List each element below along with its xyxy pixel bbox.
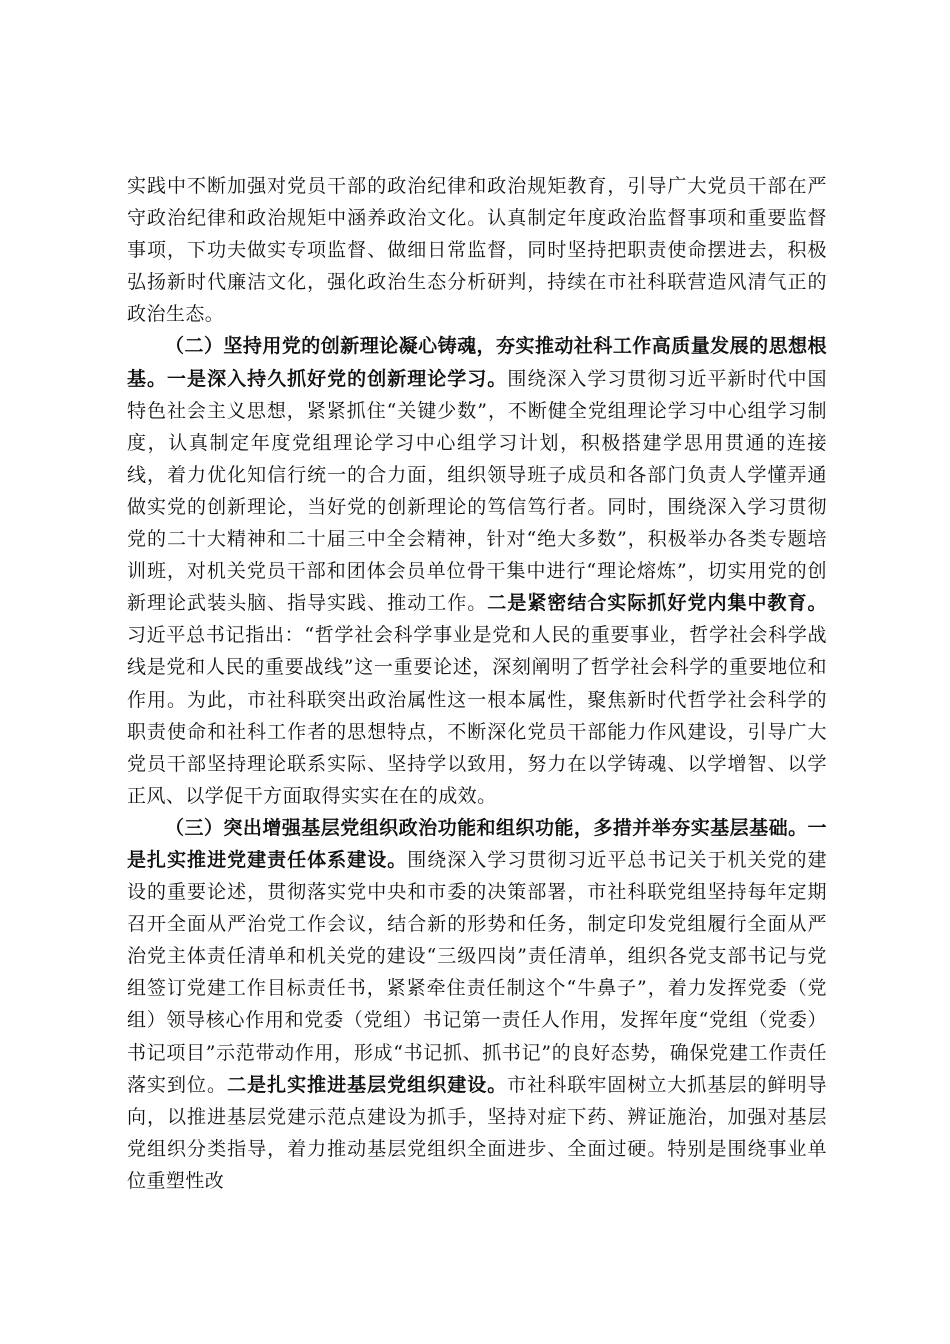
paragraph-3-text-2: 市社科联牢固树立大抓基层的鲜明导向，以推进基层党建示范点建设为抓手，坚持对症下药、辨证施治，加强对基层党组织分类指导，着力推动基层党组织全面进步、全面过硬。特别是围绕事业单位重塑性改 [127, 1073, 827, 1192]
document-body [127, 170, 827, 1197]
section-3-heading: （三）突出增强基层党组织政治功能和组织功能，多措并举夯实基层基础。一是扎实推进党建责任体系建设。 [127, 816, 827, 871]
paragraph-3-text-1: 围绕深入学习贯彻习近平总书记关于机关党的建设的重要论述，贯彻落实党中央和市委的决策部署，市社科联党组坚持每年定期召开全面从严治党工作会议，结合新的形势和任务，制定印发党组履行全面从严治党主体责任清单和机关党的建设“三级四岗”责任清单，组织各党支部书记与党组签订党建工作目标责任书，紧紧牵住责任制这个“牛鼻子”，着力发挥党委（党组）领导核心作用和党委（党组）书记第一责任人作用，发挥年度“党组（党委）书记项目”示范带动作用，形成“书记抓、抓书记”的良好态势，确保党建工作责任落实到位。 [127, 848, 828, 1096]
paragraph-1-text: 实践中不断加强对党员干部的政治纪律和政治规矩教育，引导广大党员干部在严守政治纪律和政治规矩中涵养政治文化。认真制定年度政治监督事项和重要监督事项，下功夫做实专项监督、做细日常监督，同时坚持把职责使命摆进去，积极弘扬新时代廉洁文化，强化政治生态分析研判，持续在市社科联营造风清气正的政治生态。 [127, 175, 827, 326]
section-2-heading: （二）坚持用党的创新理论凝心铸魂，夯实推动社科工作高质量发展的思想根基。一是深入持久抓好党的创新理论学习。 [127, 335, 827, 390]
paragraph-3 [127, 812, 827, 1197]
paragraph-1 [127, 170, 827, 330]
paragraph-2-text-1: 围绕深入学习贯彻习近平新时代中国特色社会主义思想，紧紧抓住“关键少数”，不断健全党组理论学习中心组学习制度，认真制定年度党组理论学习中心组学习计划，积极搭建学思用贯通的连接线，着力优化知信行统一的合力面，组织领导班子成员和各部门负责人学懂弄通做实党的创新理论，当好党的创新理论的笃信笃行者。同时，围绕深入学习贯彻党的二十大精神和二十届三中全会精神，针对“绝大多数”，积极举办各类专题培训班，对机关党员干部和团体会员单位骨干集中进行“理论熔炼”，切实用党的创新理论武装头脑、指导实践、推动工作。 [127, 367, 827, 615]
paragraph-2-text-2: 习近平总书记指出：“哲学社会科学事业是党和人民的重要事业，哲学社会科学战线是党和人民的重要战线”这一重要论述，深刻阐明了哲学社会科学的重要地位和作用。为此，市社科联突出政治属性这一根本属性，聚焦新时代哲学社会科学的职责使命和社科工作者的思想特点，不断深化党员干部能力作风建设，引导广大党员干部坚持理论联系实际、坚持学以致用，努力在以学铸魂、以学增智、以学正风、以学促干方面取得实实在在的成效。 [127, 624, 827, 807]
section-2-subheading-2: 二是紧密结合实际抓好党内集中教育。 [487, 592, 827, 615]
paragraph-2 [127, 330, 827, 811]
section-3-subheading-2: 二是扎实推进基层党组织建设。 [227, 1073, 508, 1096]
